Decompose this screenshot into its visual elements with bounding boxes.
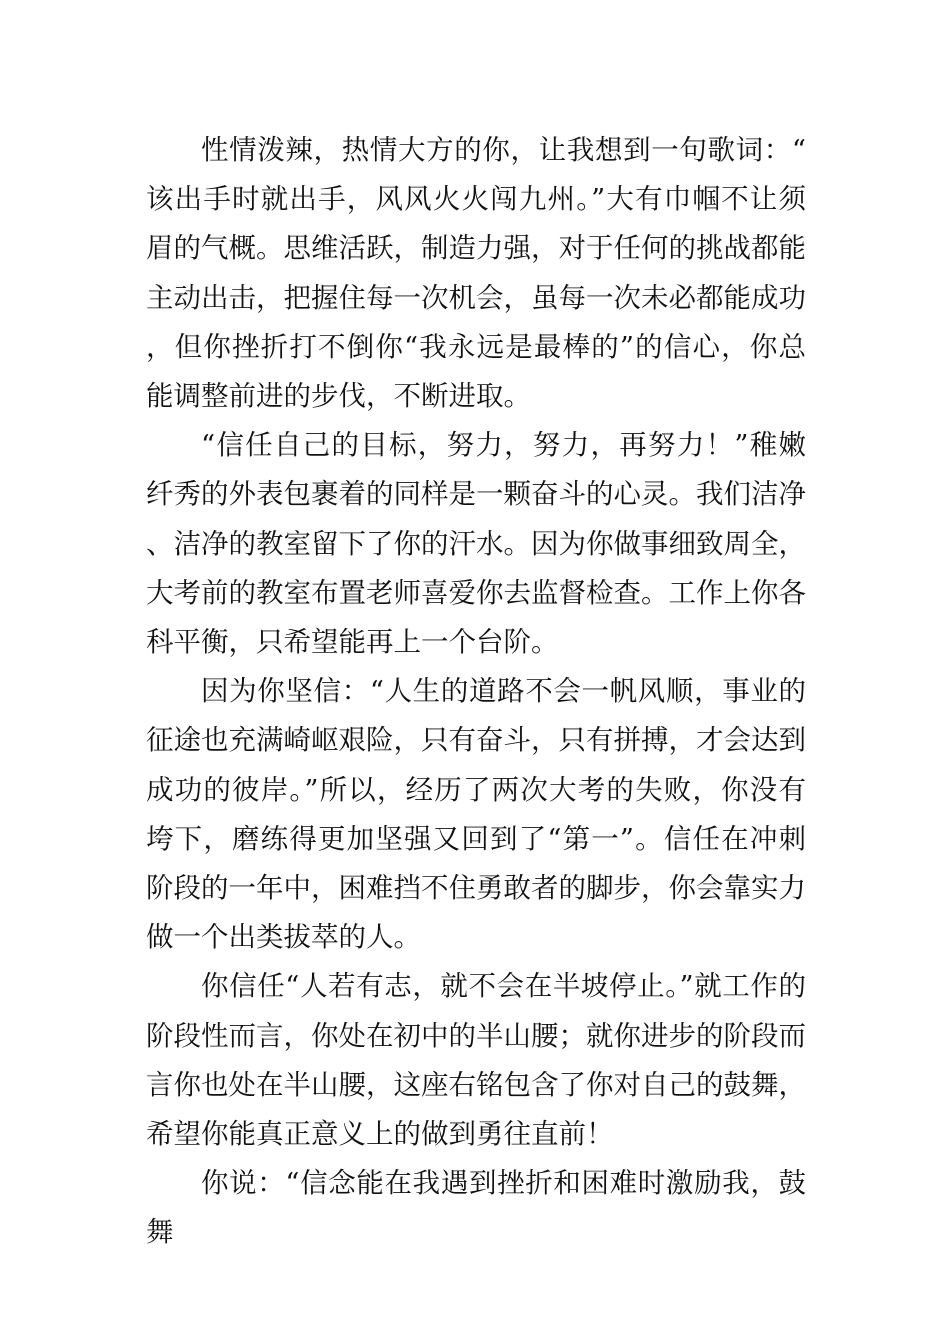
paragraph-1: 性情泼辣，热情大方的你，让我想到一句歌词：“该出手时就出手，风风火火闯九州。”大有巾帼不让须眉的气概。思维活跃，制造力强，对于任何的挑战都能主动出击，把握住每一次机会，虽每一次未必都能成功，但你挫折打不倒你“我永远是最棒的”的信心，你总能调整前进的步伐，不断进取。 bbox=[146, 134, 806, 413]
paragraph-2: “信任自己的目标，努力，努力，再努力！”稚嫩纤秀的外表包裹着的同样是一颗奋斗的心灵。我们洁净、洁净的教室留下了你的汗水。因为你做事细致周全，大考前的教室布置老师喜爱你去监督检查。工作上你各科平衡，只希望能再上一个台阶。 bbox=[146, 429, 806, 659]
document-body bbox=[146, 126, 806, 1258]
paragraph-4: 你信任“人若有志，就不会在半坡停止。”就工作的阶段性而言，你处在初中的半山腰；就你进步的阶段而言你也处在半山腰，这座右铭包含了你对自己的鼓舞，希望你能真正意义上的做到勇往直前！ bbox=[146, 970, 806, 1151]
paragraph-3: 因为你坚信：“人生的道路不会一帆风顺，事业的征途也充满崎岖艰险，只有奋斗，只有拼搏，才会达到成功的彼岸。”所以，经历了两次大考的失败，你没有垮下，磨练得更加坚强又回到了“第一”。信任在冲刺阶段的一年中，困难挡不住勇敢者的脚步，你会靠实力做一个出类拔萃的人。 bbox=[146, 675, 806, 954]
paragraph-5: 你说：“信念能在我遇到挫折和困难时激励我，鼓舞 bbox=[146, 1167, 806, 1249]
